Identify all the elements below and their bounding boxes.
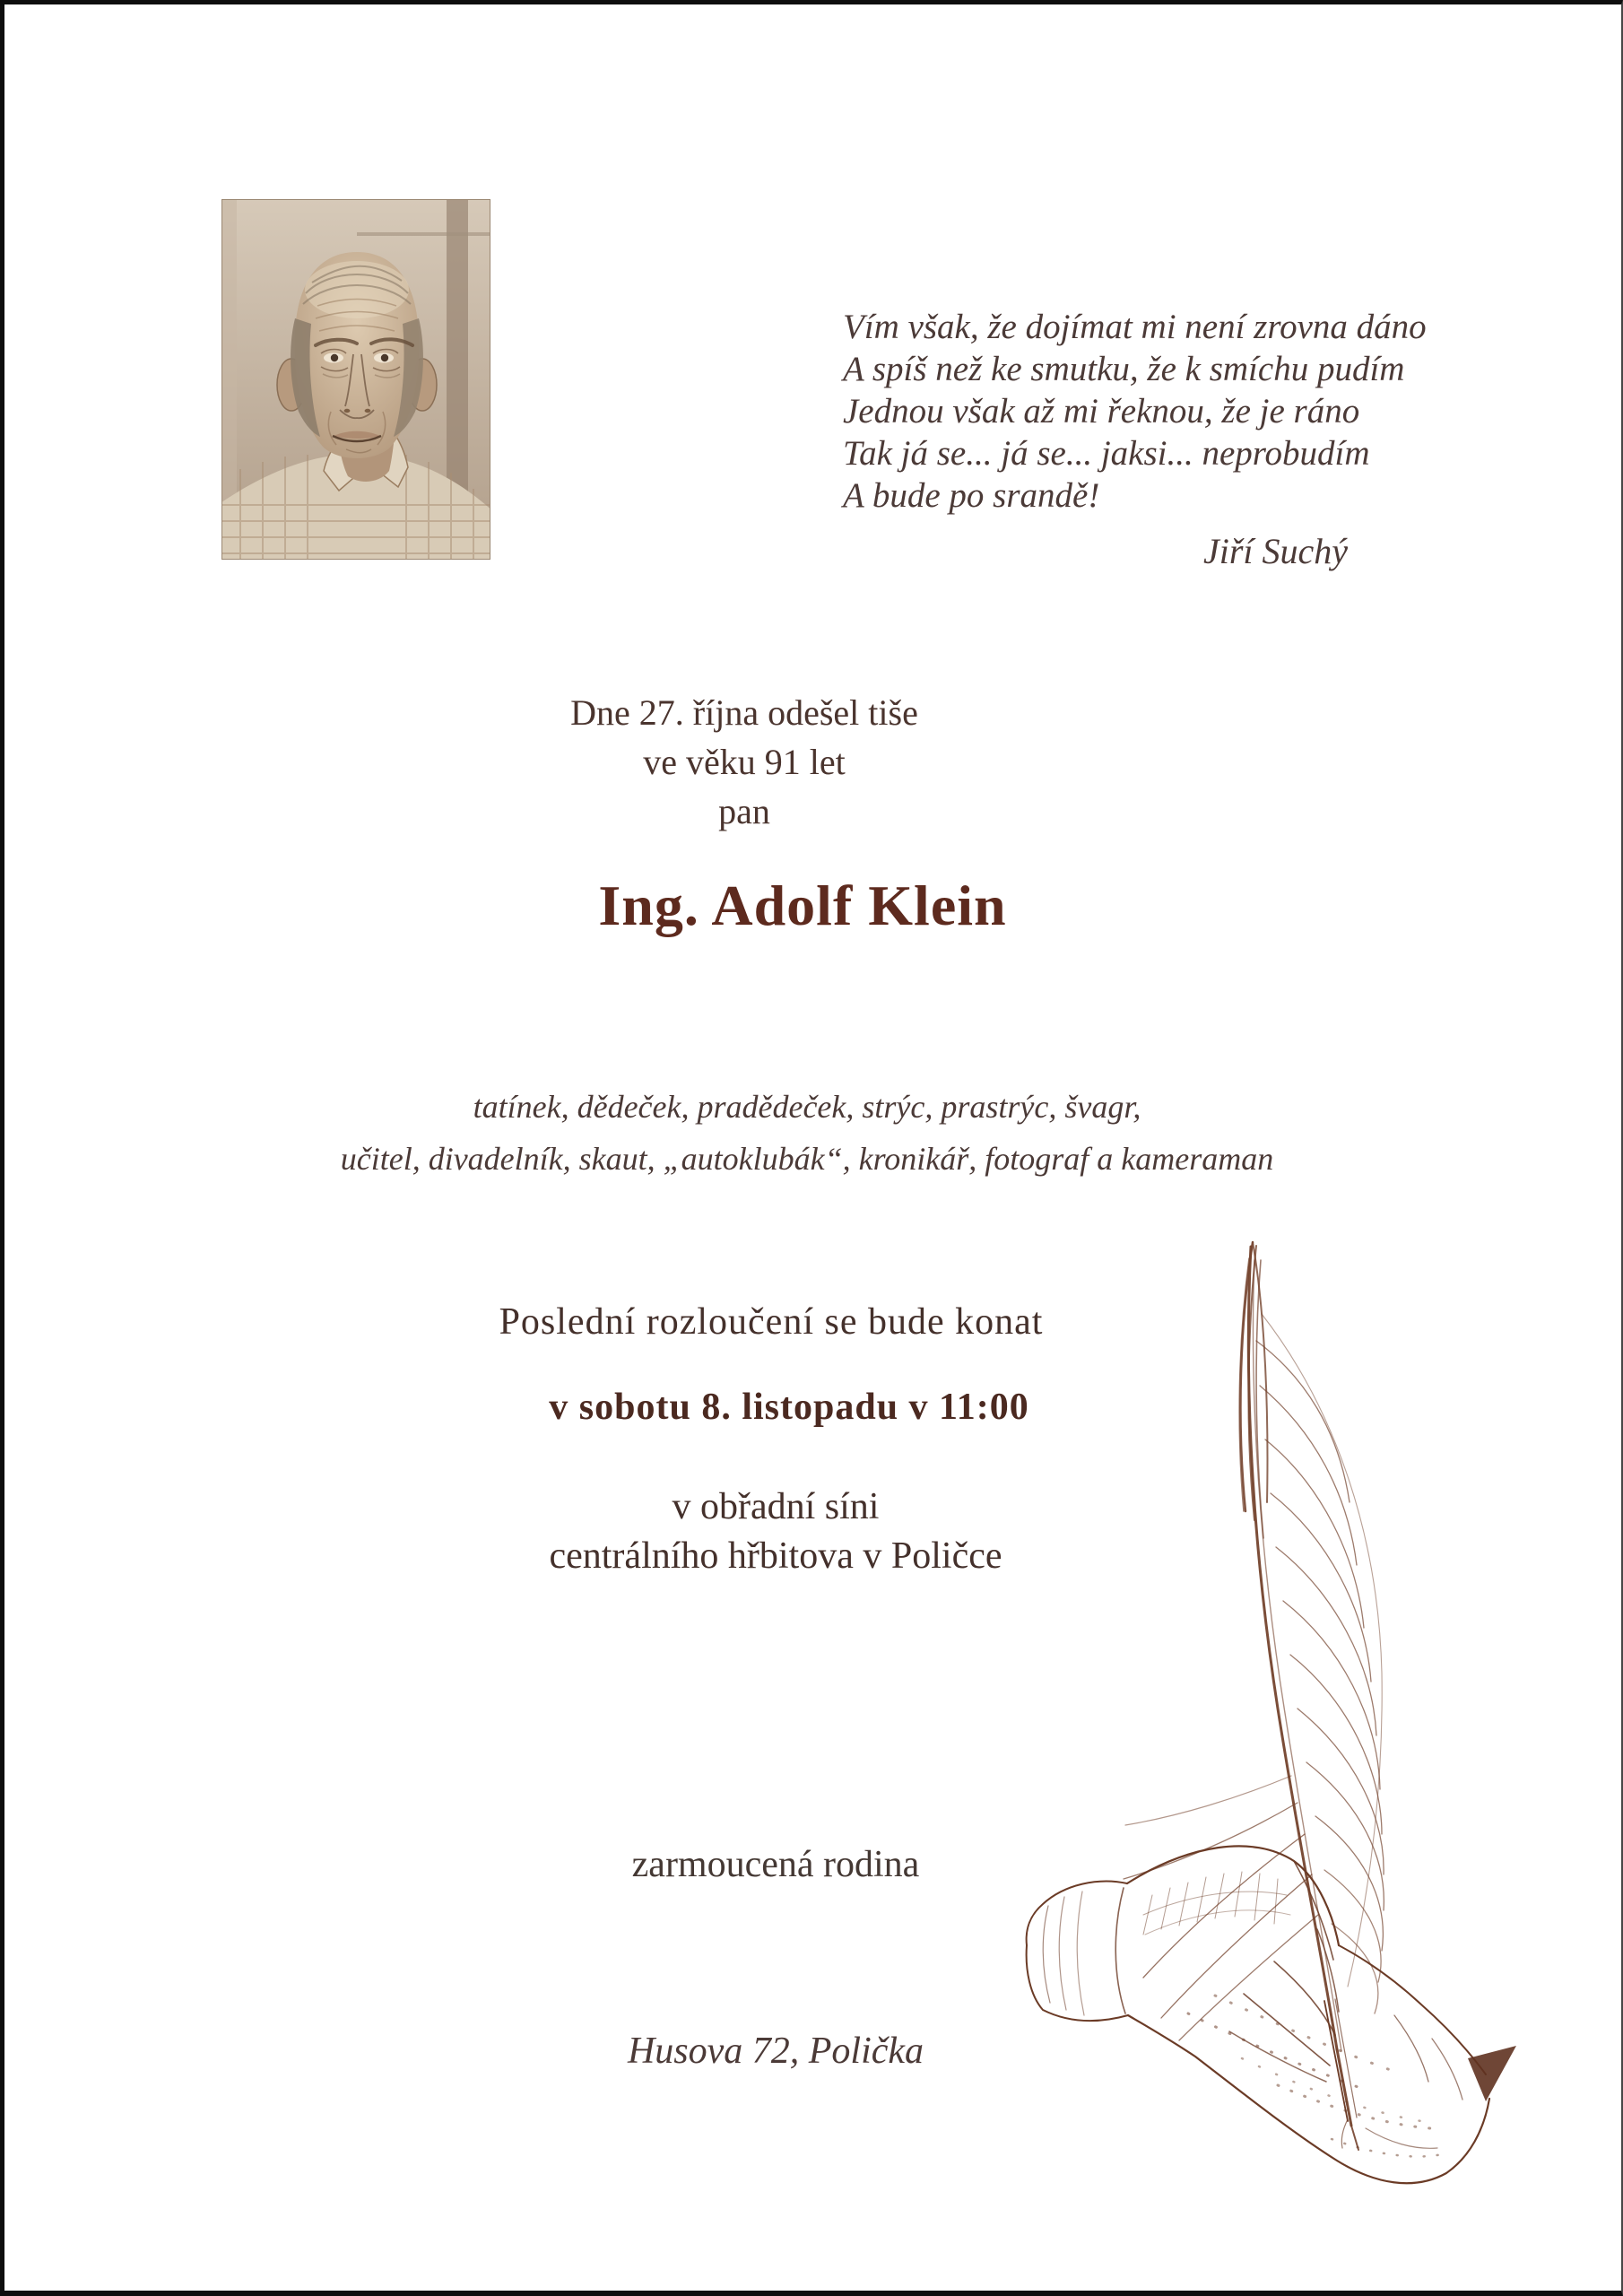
deceased-name: Ing. Adolf Klein <box>598 874 1007 937</box>
announcement-block <box>0 688 1556 836</box>
family-signoff: zarmoucená rodina <box>631 1844 920 1885</box>
poem-line: Tak já se... já se... jaksi... neprobudím <box>843 434 1370 473</box>
address-line: Husova 72, Polička <box>627 2031 924 2072</box>
salutation-line: pan <box>718 791 770 831</box>
poem-line: A bude po srandě! <box>843 476 1100 515</box>
quill-illustration <box>1009 1206 1547 2220</box>
memorial-poem <box>843 306 1427 517</box>
ceremony-place-line: v obřadní síni <box>672 1486 880 1527</box>
poem-attribution: Jiří Suchý <box>1203 531 1349 571</box>
ceremony-datetime: v sobotu 8. listopadu v 11:00 <box>549 1387 1029 1428</box>
ceremony-intro: Poslední rozloučení se bude konat <box>499 1301 1044 1343</box>
hand-with-quill-drawing <box>1009 1206 1547 2220</box>
poem-line: Jednou však až mi řeknou, že je ráno <box>843 392 1360 430</box>
poem-line: A spíš než ke smutku, že k smíchu pudím <box>843 350 1405 388</box>
poem-line: Vím však, že dojímat mi není zrovna dáno <box>843 308 1427 346</box>
portrait-photo-drawing <box>222 200 490 559</box>
roles-block <box>0 1081 1619 1185</box>
ceremony-place-line: centrálního hřbitova v Poličce <box>549 1535 1002 1577</box>
roles-line: tatínek, dědeček, pradědeček, strýc, prastrýc, švagr, <box>473 1089 1141 1125</box>
age-line: ve věku 91 let <box>643 742 846 782</box>
death-date-line: Dne 27. října odešel tiše <box>570 692 918 733</box>
roles-line: učitel, divadelník, skaut, „autoklubák“, kronikář, fotograf a kameraman <box>340 1141 1274 1177</box>
portrait-photo <box>222 200 490 559</box>
